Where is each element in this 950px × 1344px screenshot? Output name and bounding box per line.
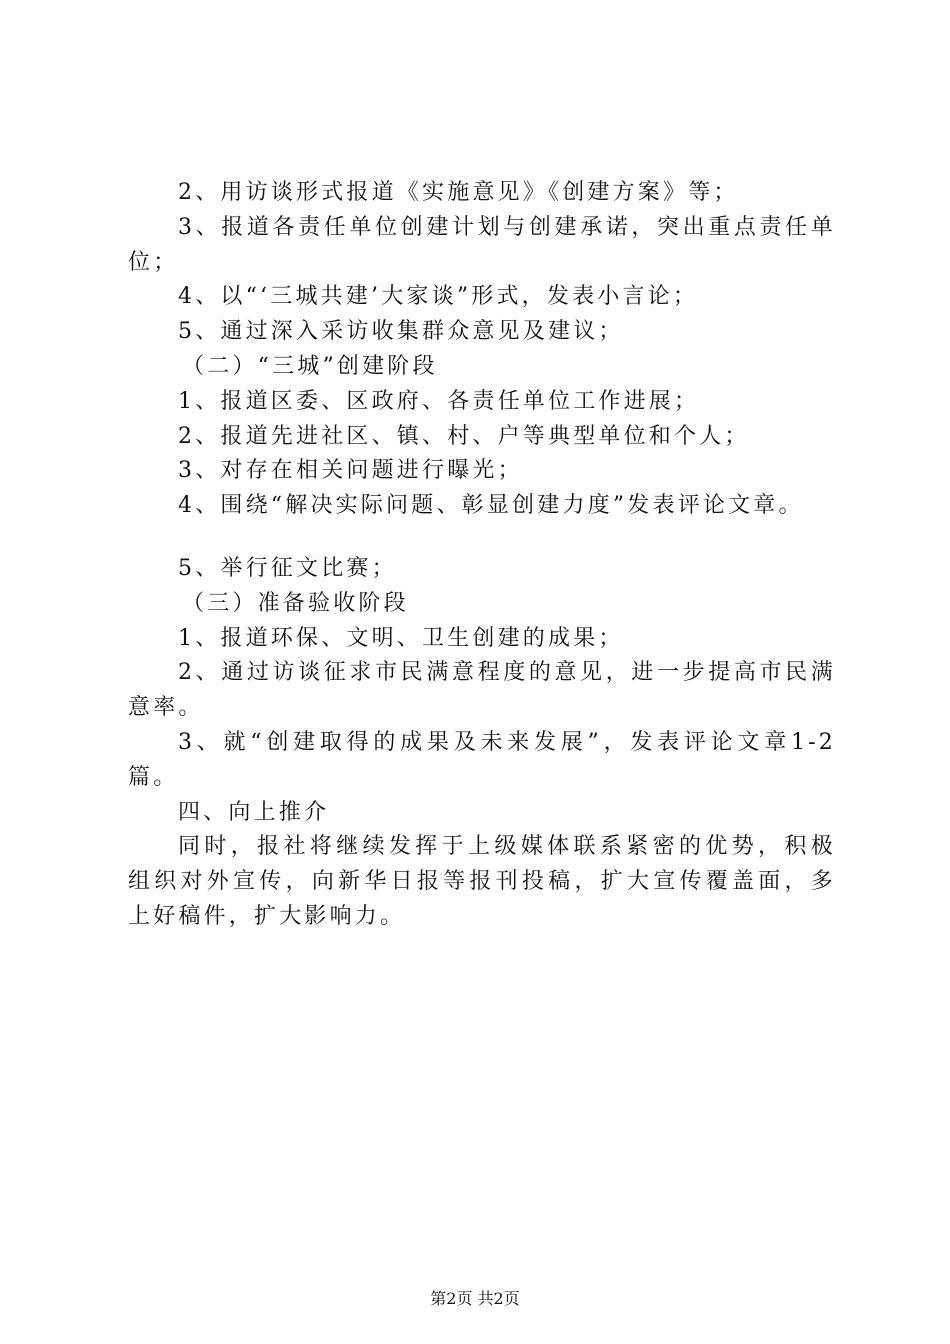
paragraph-line: 1、报道区委、区政府、各责任单位工作进展； [178,388,700,414]
paragraph-line: 位； [128,249,179,275]
section-heading: （二）“三城”创建阶段 [182,353,438,379]
page-number-footer: 第2页 共2页 [430,1289,520,1308]
document-body [128,176,836,935]
paragraph-line: 5、通过深入采访收集群众意见及建议； [178,319,624,345]
paragraph-line: 同时，报社将继续发挥于上级媒体联系紧密的优势，积极 [178,834,836,860]
paragraph-line: 意率。 [128,695,204,721]
paragraph-line: 2、报道先进社区、镇、村、户等典型单位和个人； [178,423,750,449]
paragraph-line: 5、举行征文比赛； [178,555,397,581]
paragraph-line: 3、对存在相关问题进行曝光； [178,458,523,484]
paragraph-line: 组织对外宣传，向新华日报等报刊投稿，扩大宣传覆盖面，多 [128,869,836,895]
paragraph-line: 上好稿件，扩大影响力。 [128,903,406,929]
section-heading: （三）准备验收阶段 [182,590,409,616]
paragraph-line: 3、报道各责任单位创建计划与创建承诺，突出重点责任单 [178,214,836,240]
paragraph-line: 4、围绕“解决实际问题、彰显创建力度”发表评论文章。 [178,493,804,519]
section-heading: 四、向上推介 [178,799,330,825]
paragraph-gap [128,524,836,552]
paragraph-line: 3、就“创建取得的成果及未来发展”，发表评论文章1-2 [178,729,836,755]
paragraph-line: 2、用访谈形式报道《实施意见》《创建方案》等； [178,180,739,205]
paragraph-line: 4、以“‘三城共建’大家谈”形式，发表小言论； [178,284,699,310]
paragraph-line: 2、通过访谈征求市民满意程度的意见，进一步提高市民满 [178,660,836,686]
paragraph-line: 篇。 [128,764,179,790]
paragraph-line: 1、报道环保、文明、卫生创建的成果； [178,625,624,651]
